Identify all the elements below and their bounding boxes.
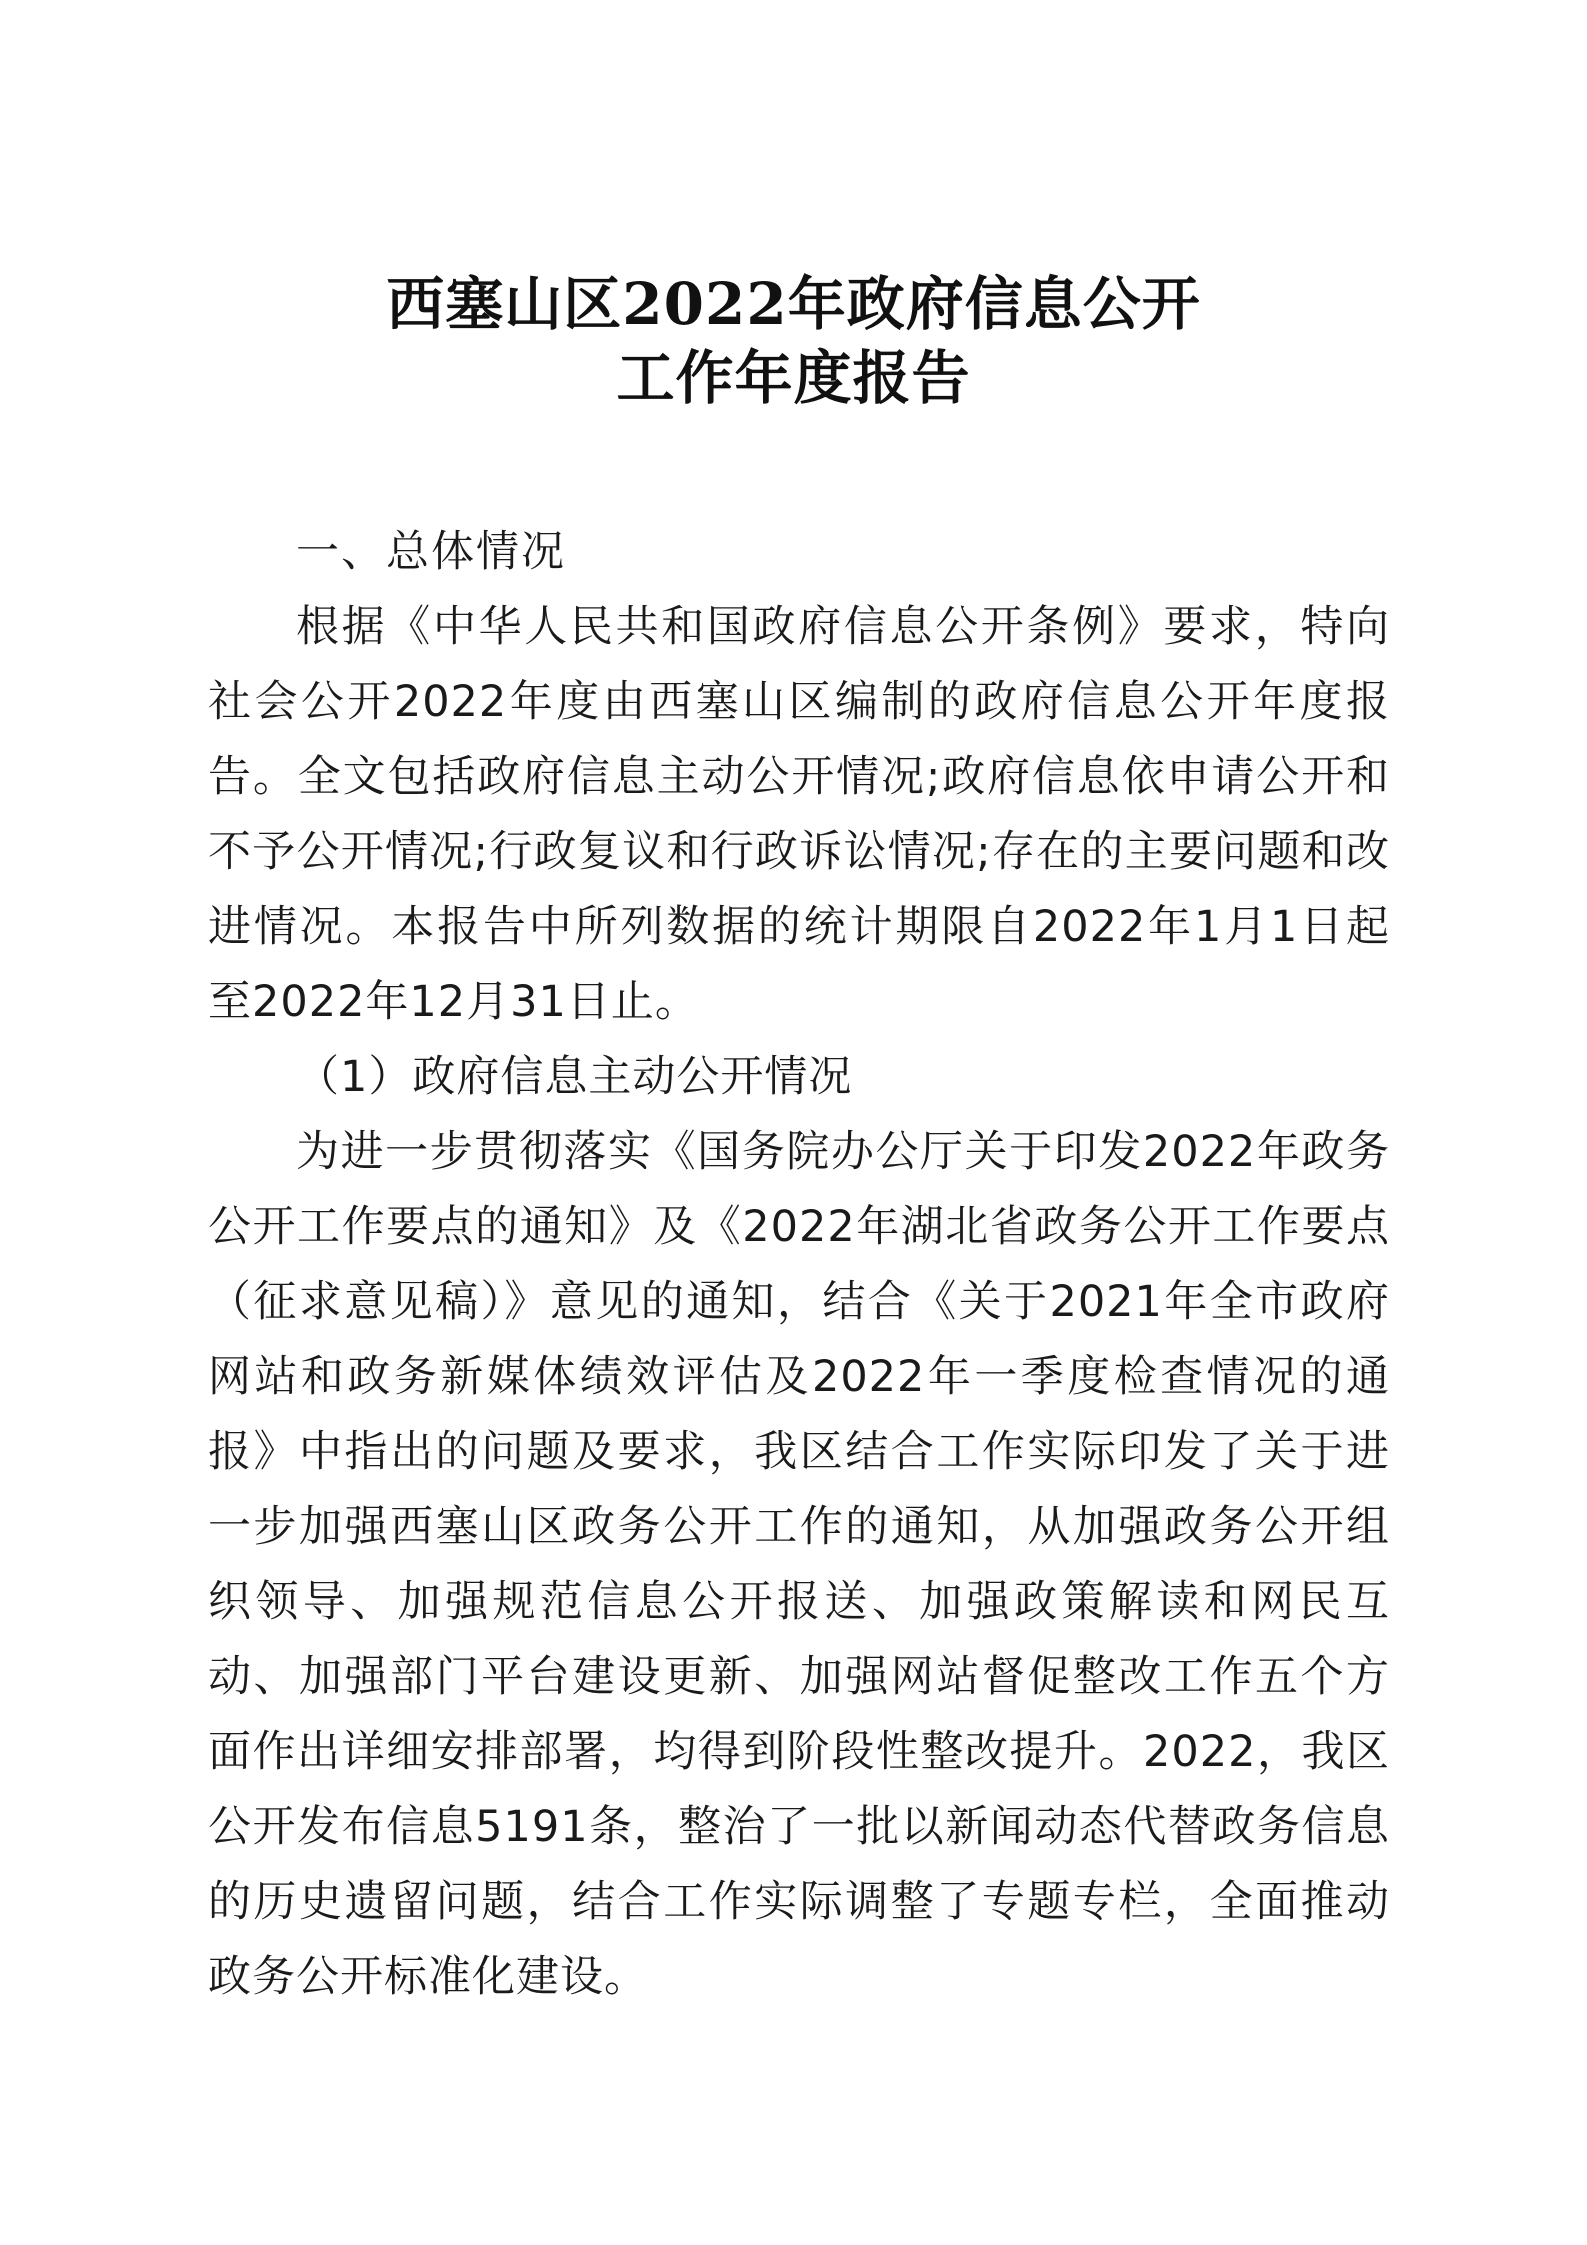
active-disclosure-paragraph: 为进一步贯彻落实《国务院办公厅关于印发2022年政务公开工作要点的通知》及《2022年湖北省政务公开工作要点（征求意见稿）》意见的通知，结合《关于2021年全市政府网站和政务新媒体绩效评估及2022年一季度检查情况的通报》中指出的问题及要求，我区结合工作实际印发了关于进一步加强西塞山区政务公开工作的通知，从加强政务公开组织领导、加强规范信息公开报送、加强政策解读和网民互动、加强部门平台建设更新、加强网站督促整改工作五个方面作出详细安排部署，均得到阶段性整改提升。2022，我区公开发布信息5191条，整治了一批以新闻动态代替政务信息的历史遗留问题，结合工作实际调整了专题专栏，全面推动政务公开标准化建设。 (208, 1127, 1390, 2002)
subsection-heading-active-disclosure: （1）政府信息主动公开情况 (296, 1052, 853, 1102)
document-title-line1: 西塞山区2022年政府信息公开 (386, 270, 1201, 338)
overview-paragraph: 根据《中华人民共和国政府信息公开条例》要求，特向社会公开2022年度由西塞山区编制的政府信息公开年度报告。全文包括政府信息主动公开情况;政府信息依申请公开和不予公开情况;行政复议和行政诉讼情况;存在的主要问题和改进情况。本报告中所列数据的统计期限自2022年1月1日起至2022年12月31日止。 (208, 602, 1390, 1027)
document-title-line2: 工作年度报告 (616, 344, 971, 412)
section-heading-overview: 一、总体情况 (296, 527, 566, 577)
document-body (208, 515, 1390, 2015)
